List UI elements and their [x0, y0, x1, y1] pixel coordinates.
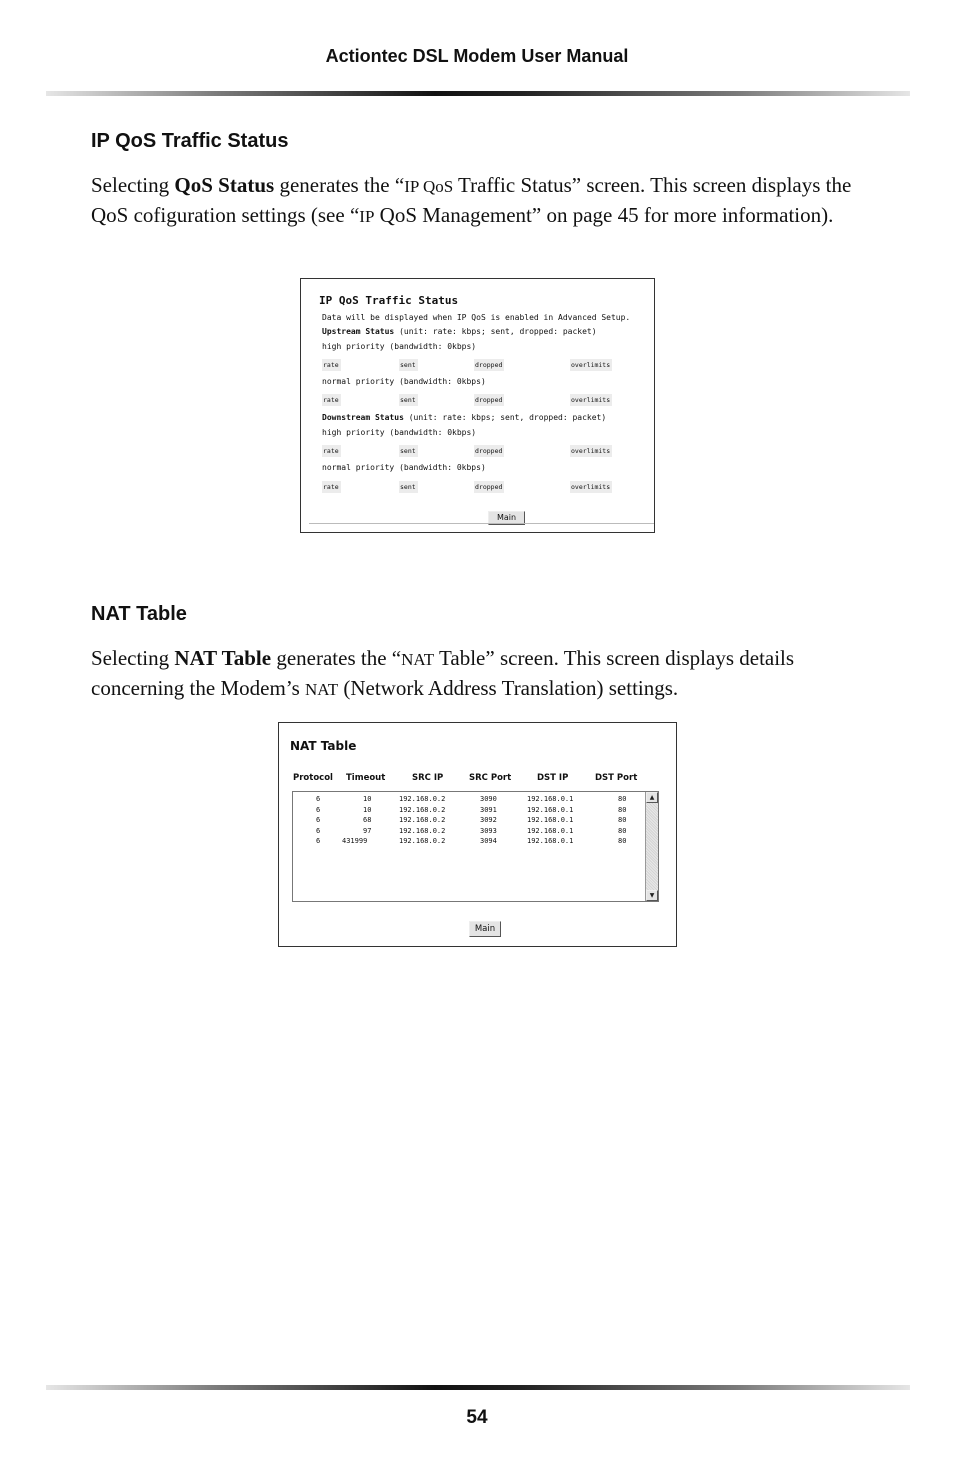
overlimits-cell: overlimits — [571, 447, 611, 455]
cell-protocol: 6 — [316, 805, 321, 814]
cell-dst-port: 80 — [618, 826, 627, 835]
nat-scrollbar[interactable] — [645, 792, 658, 901]
sent-cell: sent — [400, 483, 416, 491]
cell-src-ip: 192.168.0.2 — [399, 837, 446, 845]
nat-desc-text: Selecting — [91, 646, 175, 670]
section-heading-qos: IP QoS Traffic Status — [91, 130, 289, 152]
cell-protocol: 6 — [316, 795, 321, 803]
sent-cell: sent — [400, 361, 416, 369]
upstream-status-label: Upstream Status — [322, 327, 395, 336]
cell-src-port: 3090 — [480, 795, 497, 803]
upstream-status-line — [322, 327, 597, 336]
cell-src-ip: 192.168.0.2 — [399, 826, 446, 835]
col-header-src-port: SRC Port — [469, 773, 512, 783]
cell-dst-ip: 192.168.0.1 — [527, 837, 574, 845]
cell-timeout: 97 — [363, 826, 372, 835]
col-header-protocol: Protocol — [293, 773, 333, 783]
overlimits-cell: overlimits — [571, 483, 611, 491]
page-header-title: Actiontec DSL Modem User Manual — [325, 46, 629, 66]
downstream-high-row — [322, 445, 622, 457]
cell-timeout: 68 — [363, 816, 372, 824]
overlimits-cell: overlimits — [571, 361, 611, 369]
cell-dst-port: 80 — [618, 816, 627, 824]
rate-cell: rate — [323, 361, 339, 369]
qos-desc-text: QoS Management” on page 45 for more information). — [374, 203, 834, 227]
downstream-normal-priority: normal priority (bandwidth: 0kbps) — [322, 463, 486, 472]
nat-entries-textarea[interactable] — [292, 791, 659, 902]
table-row — [293, 806, 643, 816]
col-header-dst-ip: DST IP — [537, 773, 569, 783]
scroll-up-arrow-icon[interactable]: ▲ — [646, 792, 658, 803]
section-heading-nat: NAT Table — [91, 603, 187, 625]
dropped-cell: dropped — [475, 483, 503, 491]
nat-screen-title: NAT Table — [290, 739, 357, 753]
rate-cell: rate — [323, 483, 339, 491]
cell-src-port: 3091 — [480, 805, 497, 814]
cell-dst-port: 80 — [618, 837, 627, 845]
dropped-cell: dropped — [475, 396, 503, 404]
cell-dst-ip: 192.168.0.1 — [527, 795, 574, 803]
qos-status-term: QoS Status — [174, 173, 275, 197]
downstream-status-label: Downstream Status — [322, 413, 404, 422]
nat-desc-smallcaps: NAT — [305, 680, 339, 699]
cell-dst-ip: 192.168.0.1 — [527, 816, 574, 824]
nat-table-screenshot — [278, 722, 677, 947]
cell-dst-ip: 192.168.0.1 — [527, 826, 574, 835]
cell-src-ip: 192.168.0.2 — [399, 795, 446, 803]
nat-desc-text: Table” screen. This screen displays details concerning the Modem’s — [91, 646, 795, 700]
sent-cell: sent — [400, 447, 416, 455]
qos-status-screenshot — [300, 278, 655, 533]
cell-src-port: 3094 — [480, 837, 497, 845]
col-header-src-ip: SRC IP — [412, 773, 444, 783]
downstream-status-line — [322, 413, 606, 422]
cell-dst-port: 80 — [618, 805, 627, 814]
page-number: 54 — [466, 1407, 488, 1428]
qos-desc-smallcaps: IP QoS — [404, 177, 454, 196]
table-row — [293, 837, 643, 847]
upstream-high-priority: high priority (bandwidth: 0kbps) — [322, 342, 477, 351]
cell-src-ip: 192.168.0.2 — [399, 805, 446, 814]
qos-desc-text: generates the “ — [274, 173, 405, 197]
nat-desc-smallcaps: NAT — [401, 650, 435, 669]
table-row — [293, 827, 643, 837]
qos-screen-title: IP QoS Traffic Status — [319, 294, 459, 307]
qos-desc-text: Traffic Status” screen. This screen displays the QoS cofiguration settings (see “ — [91, 173, 852, 227]
downstream-high-priority: high priority (bandwidth: 0kbps) — [322, 428, 477, 437]
nat-main-button[interactable]: Main — [469, 921, 501, 937]
cell-protocol: 6 — [316, 826, 321, 835]
upstream-normal-priority: normal priority (bandwidth: 0kbps) — [322, 377, 486, 386]
qos-note: Data will be displayed when IP QoS is enabled in Advanced Setup. — [322, 313, 631, 322]
upstream-units: (unit: rate: kbps; sent, dropped: packet) — [394, 327, 597, 336]
qos-main-button[interactable]: Main — [488, 511, 525, 525]
rate-cell: rate — [323, 396, 339, 404]
qos-divider — [309, 523, 654, 524]
nat-desc-text: (Network Address Translation) settings. — [338, 676, 679, 700]
table-row — [293, 795, 643, 805]
cell-dst-port: 80 — [618, 795, 627, 803]
nat-table-term: NAT Table — [174, 646, 272, 670]
header-rule — [46, 91, 910, 96]
qos-desc-text: Selecting — [91, 173, 175, 197]
scroll-down-arrow-icon[interactable]: ▼ — [646, 890, 658, 901]
col-header-dst-port: DST Port — [595, 773, 638, 783]
sent-cell: sent — [400, 396, 416, 404]
cell-src-port: 3092 — [480, 816, 497, 824]
cell-protocol: 6 — [316, 816, 321, 824]
overlimits-cell: overlimits — [571, 396, 611, 404]
upstream-high-row — [322, 359, 622, 371]
qos-description — [91, 171, 866, 231]
downstream-units: (unit: rate: kbps; sent, dropped: packet) — [403, 413, 607, 422]
cell-timeout: 10 — [363, 795, 372, 803]
cell-src-ip: 192.168.0.2 — [399, 816, 446, 824]
upstream-normal-row — [322, 394, 622, 406]
cell-dst-ip: 192.168.0.1 — [527, 805, 574, 814]
dropped-cell: dropped — [475, 447, 503, 455]
cell-protocol: 6 — [316, 837, 321, 845]
cell-timeout: 10 — [363, 805, 372, 814]
rate-cell: rate — [323, 447, 339, 455]
qos-desc-smallcaps: IP — [359, 207, 375, 226]
footer-rule — [46, 1385, 910, 1390]
col-header-timeout: Timeout — [346, 773, 386, 783]
nat-desc-text: generates the “ — [271, 646, 402, 670]
nat-description — [91, 644, 866, 704]
dropped-cell: dropped — [475, 361, 503, 369]
cell-timeout: 431999 — [342, 837, 368, 845]
cell-src-port: 3093 — [480, 826, 497, 835]
downstream-normal-row — [322, 481, 622, 493]
table-row — [293, 816, 643, 826]
